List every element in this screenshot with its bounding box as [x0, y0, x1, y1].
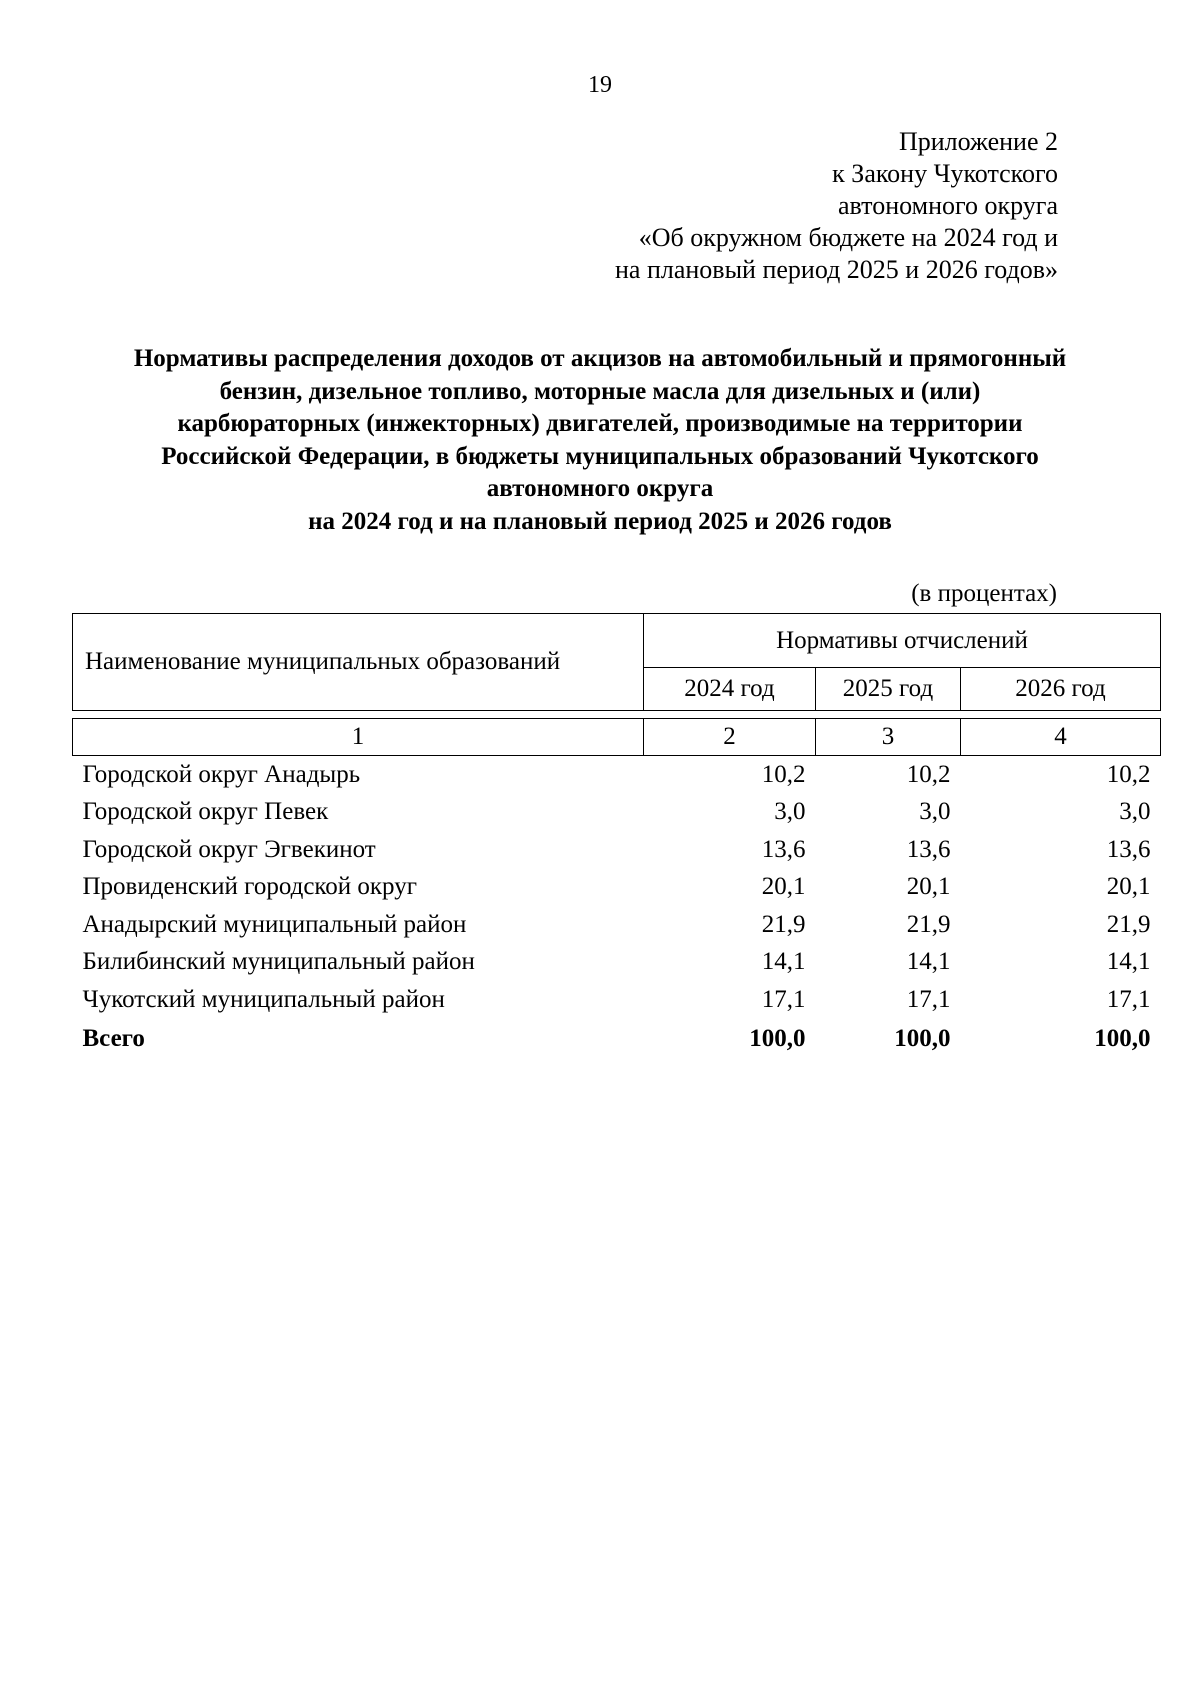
value-2026: 17,1: [1106, 985, 1151, 1013]
units-note: (в процентах): [911, 580, 1057, 607]
title-line: Нормативы распределения доходов от акцизов на автомобильный и прямогонный: [133, 345, 1067, 372]
norms-table: [72, 613, 1161, 1059]
annex-line: автономного округа: [838, 191, 1058, 220]
value-2024: 13,6: [761, 835, 806, 863]
table-row: [73, 831, 1161, 869]
column-header-group: Нормативы отчислений: [644, 614, 1161, 668]
column-header-name: Наименование муниципальных образований: [73, 614, 644, 711]
municipality-name: Городской округ Певек: [82, 798, 329, 826]
value-2024: 3,0: [774, 798, 806, 826]
page-number: 19: [588, 72, 612, 98]
table-row: [73, 869, 1161, 907]
annex-line: на плановый период 2025 и 2026 годов»: [615, 255, 1058, 284]
title-line: бензин, дизельное топливо, моторные масла для дизельных и (или): [219, 377, 981, 405]
annex-block: [458, 126, 1058, 286]
total-2026: 100,0: [1094, 1024, 1151, 1052]
value-2024: 14,1: [761, 948, 806, 976]
title-line: на 2024 год и на плановый период 2025 и 2026 годов: [308, 507, 892, 535]
municipality-name: Городской округ Эгвекинот: [82, 835, 376, 863]
value-2025: 3,0: [919, 798, 951, 826]
value-2025: 13,6: [906, 835, 951, 863]
document-title: [70, 343, 1130, 538]
annex-line: Приложение 2: [898, 127, 1058, 156]
value-2025: 10,2: [906, 760, 951, 788]
value-2026: 3,0: [1119, 798, 1151, 826]
municipality-name: Анадырский муниципальный район: [82, 910, 467, 938]
column-numbers-row: [73, 719, 1161, 756]
table-row: [73, 794, 1161, 832]
municipality-name: Провиденский городской округ: [82, 873, 417, 901]
value-2024: 17,1: [761, 985, 806, 1013]
value-2025: 14,1: [906, 948, 951, 976]
table-row: [73, 981, 1161, 1019]
table-row: [73, 944, 1161, 982]
value-2024: 21,9: [761, 910, 806, 938]
column-number: 2: [644, 719, 816, 756]
total-2025: 100,0: [894, 1024, 951, 1052]
value-2026: 13,6: [1106, 835, 1151, 863]
value-2025: 17,1: [906, 985, 951, 1013]
table-row: [73, 756, 1161, 794]
total-row: [73, 1019, 1161, 1059]
title-line: автономного округа: [486, 475, 714, 502]
column-header-year: 2024 год: [644, 668, 816, 711]
value-2024: 20,1: [761, 873, 806, 901]
municipality-name: Городской округ Анадырь: [82, 760, 361, 788]
total-label: Всего: [82, 1024, 145, 1052]
value-2024: 10,2: [761, 760, 806, 788]
total-2024: 100,0: [749, 1024, 806, 1052]
value-2026: 10,2: [1106, 760, 1151, 788]
column-number: 3: [816, 719, 961, 756]
table-row: [73, 906, 1161, 944]
title-line: карбюраторных (инжекторных) двигателей, производимые на территории: [177, 410, 1023, 437]
column-number: 4: [961, 719, 1161, 756]
value-2026: 14,1: [1106, 948, 1151, 976]
value-2025: 21,9: [906, 910, 951, 938]
title-line: Российской Федерации, в бюджеты муниципальных образований Чукотского: [161, 442, 1039, 470]
annex-line: «Об окружном бюджете на 2024 год и: [638, 223, 1058, 252]
municipality-name: Билибинский муниципальный район: [82, 948, 475, 976]
column-number: 1: [73, 719, 644, 756]
value-2026: 21,9: [1106, 910, 1151, 938]
municipality-name: Чукотский муниципальный район: [82, 985, 445, 1013]
value-2026: 20,1: [1106, 873, 1151, 901]
annex-line: к Закону Чукотского: [832, 159, 1058, 188]
value-2025: 20,1: [906, 873, 951, 901]
column-header-year: 2025 год: [816, 668, 961, 711]
column-header-year: 2026 год: [961, 668, 1161, 711]
